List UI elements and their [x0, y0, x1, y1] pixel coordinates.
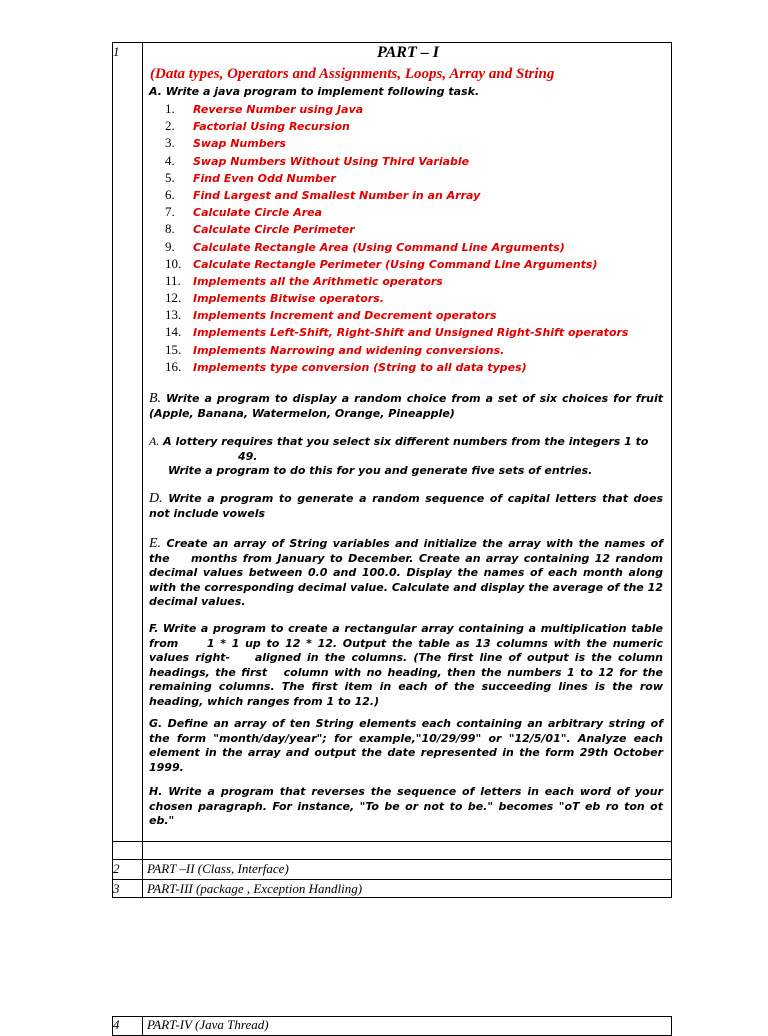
- task-item: 8. Calculate Circle Perimeter: [165, 221, 355, 237]
- task-item: 3. Swap Numbers: [165, 135, 287, 151]
- task-item: 14. Implements Left-Shift, Right-Shift and Unsigned Right-Shift operators: [165, 324, 629, 340]
- part-title: PART –II (Class, Interface): [147, 861, 289, 876]
- question-f: F. Write a program to create a rectangular array containing a multiplication table from 1 * 1 up to 12 * 12. Output the table as 13 columns with the numeric values right- aligned in the columns. (The first line of output is the column headings, the first column with no heading, then the numbers 1 to 12 for the remaining columns. The first item in each of the succeeding lines is the row heading, which ranges from 1 to 12.): [149, 622, 667, 708]
- row-number: 4: [113, 1017, 120, 1032]
- task-item: 7. Calculate Circle Area: [165, 204, 323, 220]
- question-g: G. Define an array of ten String elements each containing an arbitrary string of the form "month/day/year"; for example,"10/29/99" or "12/5/01". Analyze each element in the array and output the date represented in the form 29th October 1999.: [149, 717, 663, 774]
- row-divider: [112, 879, 672, 880]
- task-item: 13. Implements Increment and Decrement operators: [165, 307, 497, 323]
- question-e: E. Create an array of String variables and initialize the array with the names of the months from January to December. Create an array containing 12 random decimal values between 0.0 and 100.0. Display the names of each month along with the corresponding decimal value. Calculate and display the average of the 12 decimal values.: [149, 536, 667, 608]
- task-item: 9. Calculate Rectangle Area (Using Command Line Arguments): [165, 238, 565, 254]
- task-item: 4. Swap Numbers Without Using Third Variable: [165, 152, 470, 168]
- part-subtitle: (Data types, Operators and Assignments, Loops, Array and String: [150, 66, 555, 82]
- row-divider: [112, 841, 672, 842]
- task-item: 15. Implements Narrowing and widening conversions.: [165, 341, 505, 357]
- question-h: H. Write a program that reverses the sequence of letters in each word of your chosen paragraph. For instance, "To be or not to be." becomes "oT eb ro ton ot eb.": [149, 785, 663, 827]
- row-number: 3: [113, 881, 120, 896]
- task-intro: A. Write a java program to implement following task.: [149, 85, 480, 98]
- row-number: 2: [113, 861, 120, 876]
- task-item: 6. Find Largest and Smallest Number in an Array: [165, 186, 481, 202]
- task-item: 1. Reverse Number using Java: [165, 101, 364, 116]
- row-divider: [112, 859, 672, 860]
- task-item: 10. Calculate Rectangle Perimeter (Using Command Line Arguments): [165, 255, 598, 271]
- question-d: D. Write a program to generate a random sequence of capital letters that does not include vowels: [149, 491, 663, 520]
- question-lottery: A. A lottery requires that you select six different numbers from the integers 1 to 49. Write a program to do this for you and generate five sets of entries.: [149, 434, 649, 477]
- task-item: 11. Implements all the Arithmetic operators: [165, 272, 443, 288]
- part-title: PART-III (package , Exception Handling): [147, 881, 363, 896]
- task-item: 2. Factorial Using Recursion: [165, 118, 350, 134]
- task-list: [165, 100, 628, 375]
- question-b: B. Write a program to display a random choice from a set of six choices for fruit (Apple, Banana, Watermelon, Orange, Pineapple): [149, 391, 663, 420]
- task-item: 12. Implements Bitwise operators.: [165, 290, 384, 306]
- part-title: PART-IV (Java Thread): [147, 1017, 269, 1032]
- task-item: 5. Find Even Odd Number: [165, 169, 336, 185]
- task-item: 16. Implements type conversion (String to all data types): [165, 358, 527, 374]
- column-divider: [142, 1016, 143, 1036]
- part-title: PART – I: [377, 44, 439, 61]
- row-number: 1: [113, 44, 120, 59]
- column-divider: [142, 42, 143, 898]
